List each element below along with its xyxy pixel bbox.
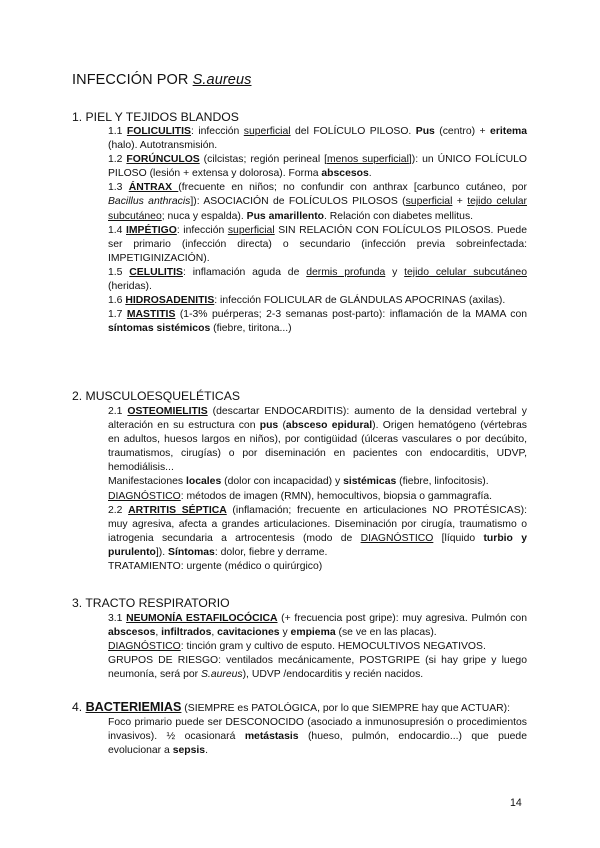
section-heading-musculoskeletal: 2. MUSCULOESQUELÉTICAS bbox=[72, 389, 240, 403]
section-heading-bacteriemias: 4. BACTERIEMIAS (SIEMPRE es PATOLÓGICA, por lo que SIEMPRE hay que ACTUAR): bbox=[72, 700, 510, 714]
item-neumonia: 3.1 NEUMONÍA ESTAFILOCÓCICA (+ frecuencia post gripe): muy agresiva. Pulmón con abscesos, infiltrados, cavitaciones y empiema (se ve en las placas). bbox=[108, 613, 527, 639]
item-foco-primario: Foco primario puede ser DESCONOCIDO (asociado a inmunosupresión o procedimientos invasivos). ½ ocasionará metástasis (hueso, pulmón, endocardio...) que puede evolucionar a sepsis. bbox=[108, 717, 527, 757]
organism-name: S.aureus bbox=[192, 72, 252, 88]
item-manifestaciones: Manifestaciones locales (dolor con incapacidad) y sistémicas (fiebre, linfocitosis). bbox=[108, 476, 489, 488]
section-heading-respiratory: 3. TRACTO RESPIRATORIO bbox=[72, 596, 230, 610]
section-heading-skin: 1. PIEL Y TEJIDOS BLANDOS bbox=[72, 110, 239, 124]
item-antrax: 1.3 ÁNTRAX (frecuente en niños; no confundir con anthrax [carbunco cutáneo, por Bacillus anthracis]): ASOCIACIÓN de FOLÍCULOS PILOSOS (superficial + tejido celular subcutáneo; nuca y espalda). Pus amarillento. Relación con diabetes mellitus. bbox=[108, 182, 528, 222]
item-mastitis: 1.7 MASTITIS (1-3% puérperas; 2-3 semanas post-parto): inflamación de la MAMA con síntomas sistémicos (fiebre, tiritona...) bbox=[108, 309, 527, 335]
item-hidrosadenitis: 1.6 HIDROSADENITIS: infección FOLICULAR de GLÁNDULAS APOCRINAS (axilas). bbox=[108, 295, 506, 307]
section-body-respiratory bbox=[108, 612, 527, 682]
item-tratamiento: TRATAMIENTO: urgente (médico o quirúrgico) bbox=[108, 561, 323, 573]
item-osteomielitis: 2.1 OSTEOMIELITIS (descartar ENDOCARDITIS): aumento de la densidad vertebral y alteración en su estructura con pus (absceso epidural). Origen hematógeno (vértebras en adultos, huesos largos en niños), por contigüidad (úlceras vasculares o por decúbito, traumatismos, cirugías) o por diseminación en pacientes con endocarditis, UDVP, hemodiálisis... bbox=[108, 406, 527, 474]
item-diagnostico-neumonia: DIAGNÓSTICO: tinción gram y cultivo de esputo. HEMOCULTIVOS NEGATIVOS. bbox=[108, 641, 486, 653]
section-body-musculoskeletal bbox=[108, 405, 527, 574]
page-title: INFECCIÓN POR S.aureus bbox=[72, 72, 252, 88]
item-artritis-septica: 2.2 ARTRITIS SÉPTICA (inflamación; frecuente en articulaciones NO PROTÉSICAS): muy agresiva, afecta a grandes articulaciones. Diseminación por cirugía, traumatismo o iatrogenia secundaria a artrocentesis (modo de DIAGNÓSTICO [líquido turbio y purulento]). Síntomas: dolor, fiebre y derrame. bbox=[108, 504, 527, 558]
section-bacteriemias bbox=[72, 700, 527, 758]
page-number: 14 bbox=[510, 797, 522, 809]
item-impetigo: 1.4 IMPÉTIGO: infección superficial SIN RELACIÓN CON FOLÍCULOS PILOSOS. Puede ser primario (infección directa) o secundario (infección previa sobreinfectada: IMPETIGINIZACIÓN). bbox=[108, 224, 527, 264]
item-diagnostico-osteo: DIAGNÓSTICO: métodos de imagen (RMN), hemocultivos, biopsia o gammagrafía. bbox=[108, 490, 493, 502]
item-grupos-riesgo: GRUPOS DE RIESGO: ventilados mecánicamente, POSTGRIPE (si hay gripe y luego neumonía, será por S.aureus), UDVP /endocarditis y recién nacidos. bbox=[108, 655, 527, 681]
item-forunculos: 1.2 FORÚNCULOS (cilcistas; región perineal [menos superficial]): un ÚNICO FOLÍCULO PILOSO (lesión + extensa y dolorosa). Forma abscesos. bbox=[108, 154, 527, 180]
section-body-skin bbox=[108, 125, 527, 336]
item-foliculitis: 1.1 FOLICULITIS: infección superficial del FOLÍCULO PILOSO. Pus (centro) + eritema (halo). Autotransmisión. bbox=[108, 126, 528, 152]
item-celulitis: 1.5 CELULITIS: inflamación aguda de dermis profunda y tejido celular subcutáneo (heridas). bbox=[108, 266, 527, 293]
